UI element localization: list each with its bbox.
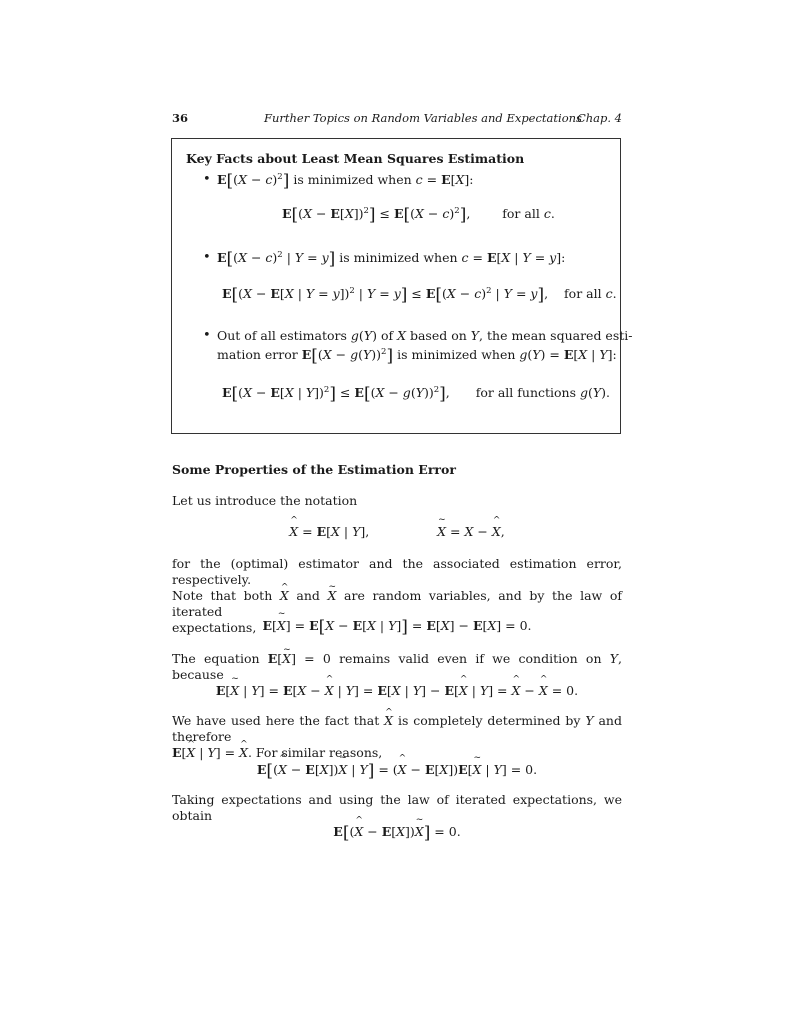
fact-3-equation: E[(X − E[X | $Y])^2] \le E[(X - g(Y))^2]$, for all functions g(Y). bbox=[222, 384, 611, 404]
running-header bbox=[172, 111, 622, 127]
paragraph-notation-intro: Let us introduce the notation bbox=[172, 493, 358, 508]
key-facts-title: Key Facts about Least Mean Squares Estimation bbox=[186, 151, 525, 166]
paragraph-condition: The equation E[~ X] = 0 remains valid even if we condition on Y, because bbox=[172, 651, 622, 683]
running-title: Further Topics on Random Variables and Expectations bbox=[264, 111, 582, 125]
fact-1-text: $E[(X - c)^2]$ is minimized when c = E[X]: bbox=[217, 171, 474, 191]
equation-expectation-error: E[~ X] = E[X − E[X | Y]] = E[X] − E[X] = 0. bbox=[172, 618, 622, 633]
equation-orthogonality-conditional: E[(^ X − E[X])~ X | Y] = (^ X − E[X])E[~ X | Y] = 0. bbox=[172, 762, 622, 777]
chapter-label: Chap. 4 bbox=[576, 111, 622, 125]
bullet-1: • bbox=[203, 172, 211, 187]
paragraph-estimator: for the (optimal) estimator and the associated estimation error, respectively. Note that both ^ X and ~ X are random variables, and by the law of iterated expectations, bbox=[172, 556, 622, 636]
fact-3-line-1: Out of all estimators g(Y) of X based on Y, the mean squared esti- bbox=[217, 328, 633, 343]
paragraph-taking-expectations: Taking expectations and using the law of iterated expectations, we obtain bbox=[172, 792, 622, 823]
bullet-3: • bbox=[203, 328, 211, 343]
key-facts-box bbox=[171, 138, 633, 434]
fact-1-equation: $E[(X - E[X])^2] \le E[(X - c)^2]$, for all c. bbox=[282, 205, 555, 225]
page-number: 36 bbox=[172, 111, 189, 125]
equation-notation: ^ X = E[X | Y], ~ X = X − ^ X, bbox=[172, 524, 622, 539]
bullet-2: • bbox=[203, 250, 211, 265]
fact-2-text: $E[(X - c)^2$ | Y = y] is minimized when c = E[X | Y = y]: bbox=[217, 249, 566, 269]
equation-orthogonality: E[(^ X − E[X])~ X] = 0. bbox=[172, 824, 622, 839]
equation-conditional-error: E[~ X | Y] = E[X − ^ X | Y] = E[X | Y] − E[^ X | Y] = ^ X − ^ X = 0. bbox=[172, 683, 622, 698]
fact-2-equation: E[(X − E[X | Y = y])$^2$ | $Y = y] \le E[(X - c)^2$ | Y = y], for all c. bbox=[222, 285, 617, 305]
fact-3-line-2: mation error $E[(X - g(Y))^2]$ is minimized when g(Y) = E[X | Y]: bbox=[217, 346, 617, 366]
section-heading: Some Properties of the Estimation Error bbox=[172, 462, 456, 477]
paragraph-determined: We have used here the fact that ^ X is completely determined by Y and therefore E[^ X | Y] = ^ X. For similar reasons, bbox=[172, 713, 622, 761]
